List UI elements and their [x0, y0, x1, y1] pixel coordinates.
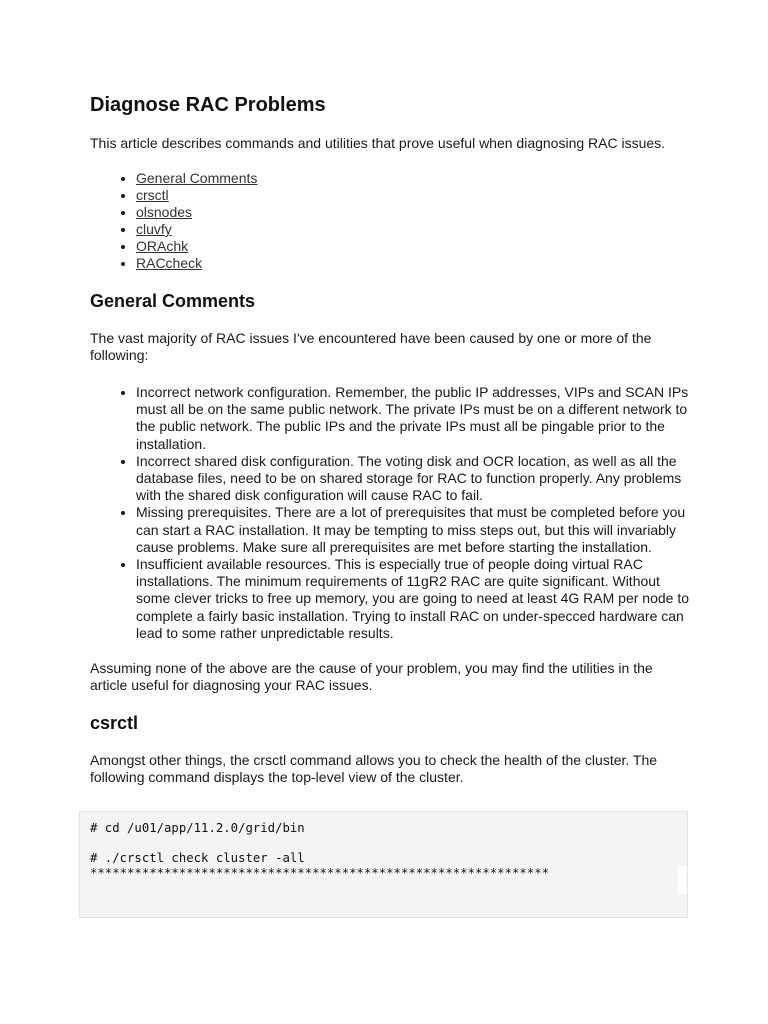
- toc-link-general-comments[interactable]: General Comments: [136, 170, 258, 186]
- list-item: • Incorrect network configuration. Remember, the public IP addresses, VIPs and SCAN IPs must all be on the same public network. The private IPs must be on a different network to the public network. The public IPs and the private IPs must all be pingable prior to the installation.: [136, 384, 690, 453]
- list-item: • Insufficient available resources. This is especially true of people doing virtual RAC installations. The minimum requirements of 11gR2 RAC are quite significant. Without some clever tricks to free up memory, you are going to need at least 4G RAM per node to complete a fairly basic installation. Trying to install RAC on under-specced hardware can lead to some rather unpredictable results.: [136, 556, 690, 642]
- csrctl-intro: Amongst other things, the crsctl command allows you to check the health of the cluster. The following command displays the top-level view of the cluster.: [90, 752, 658, 786]
- section-heading-csrctl: csrctl: [90, 713, 139, 734]
- toc-link-raccheck[interactable]: RACcheck: [136, 255, 203, 271]
- issue-list: [90, 384, 690, 642]
- code-blank-line: [90, 836, 687, 851]
- toc-item: [136, 170, 690, 187]
- page-title: Diagnose RAC Problems: [90, 94, 326, 116]
- toc-item: [136, 187, 690, 204]
- code-line: # ./crsctl check cluster -all: [90, 851, 305, 865]
- code-scrollbar[interactable]: [678, 866, 687, 894]
- section-heading-general-comments: General Comments: [90, 291, 256, 311]
- toc-item: [136, 255, 690, 272]
- toc-item: [136, 221, 690, 238]
- list-item: • Incorrect shared disk configuration. The voting disk and OCR location, as well as all the database files, need to be on shared storage for RAC to function properly. Any problems with the shared disk configuration will cause RAC to fail.: [136, 453, 690, 505]
- code-block[interactable]: [79, 811, 688, 918]
- table-of-contents: [90, 170, 690, 272]
- article: [90, 93, 690, 804]
- list-item: • Missing prerequisites. There are a lot of prerequisites that must be completed before you can start a RAC installation. It may be tempting to miss steps out, but this will invariably cause problems. Make sure all prerequisites are met before starting the installation.: [136, 504, 690, 556]
- code-line: # cd /u01/app/11.2.0/grid/bin: [90, 821, 305, 835]
- toc-item: [136, 238, 690, 255]
- general-outro: Assuming none of the above are the cause of your problem, you may find the utilities in the article useful for diagnosing your RAC issues.: [90, 660, 653, 694]
- intro-paragraph: This article describes commands and utilities that prove useful when diagnosing RAC issues.: [90, 135, 666, 151]
- toc-link-orachk[interactable]: ORAchk: [136, 238, 189, 254]
- toc-link-cluvfy[interactable]: cluvfy: [136, 221, 172, 237]
- code-line: **************************************************************: [90, 866, 550, 880]
- general-intro: The vast majority of RAC issues I've encountered have been caused by one or more of the following:: [90, 330, 652, 363]
- toc-item: [136, 204, 690, 221]
- toc-link-crsctl[interactable]: crsctl: [136, 187, 169, 203]
- toc-link-olsnodes[interactable]: olsnodes: [136, 204, 193, 220]
